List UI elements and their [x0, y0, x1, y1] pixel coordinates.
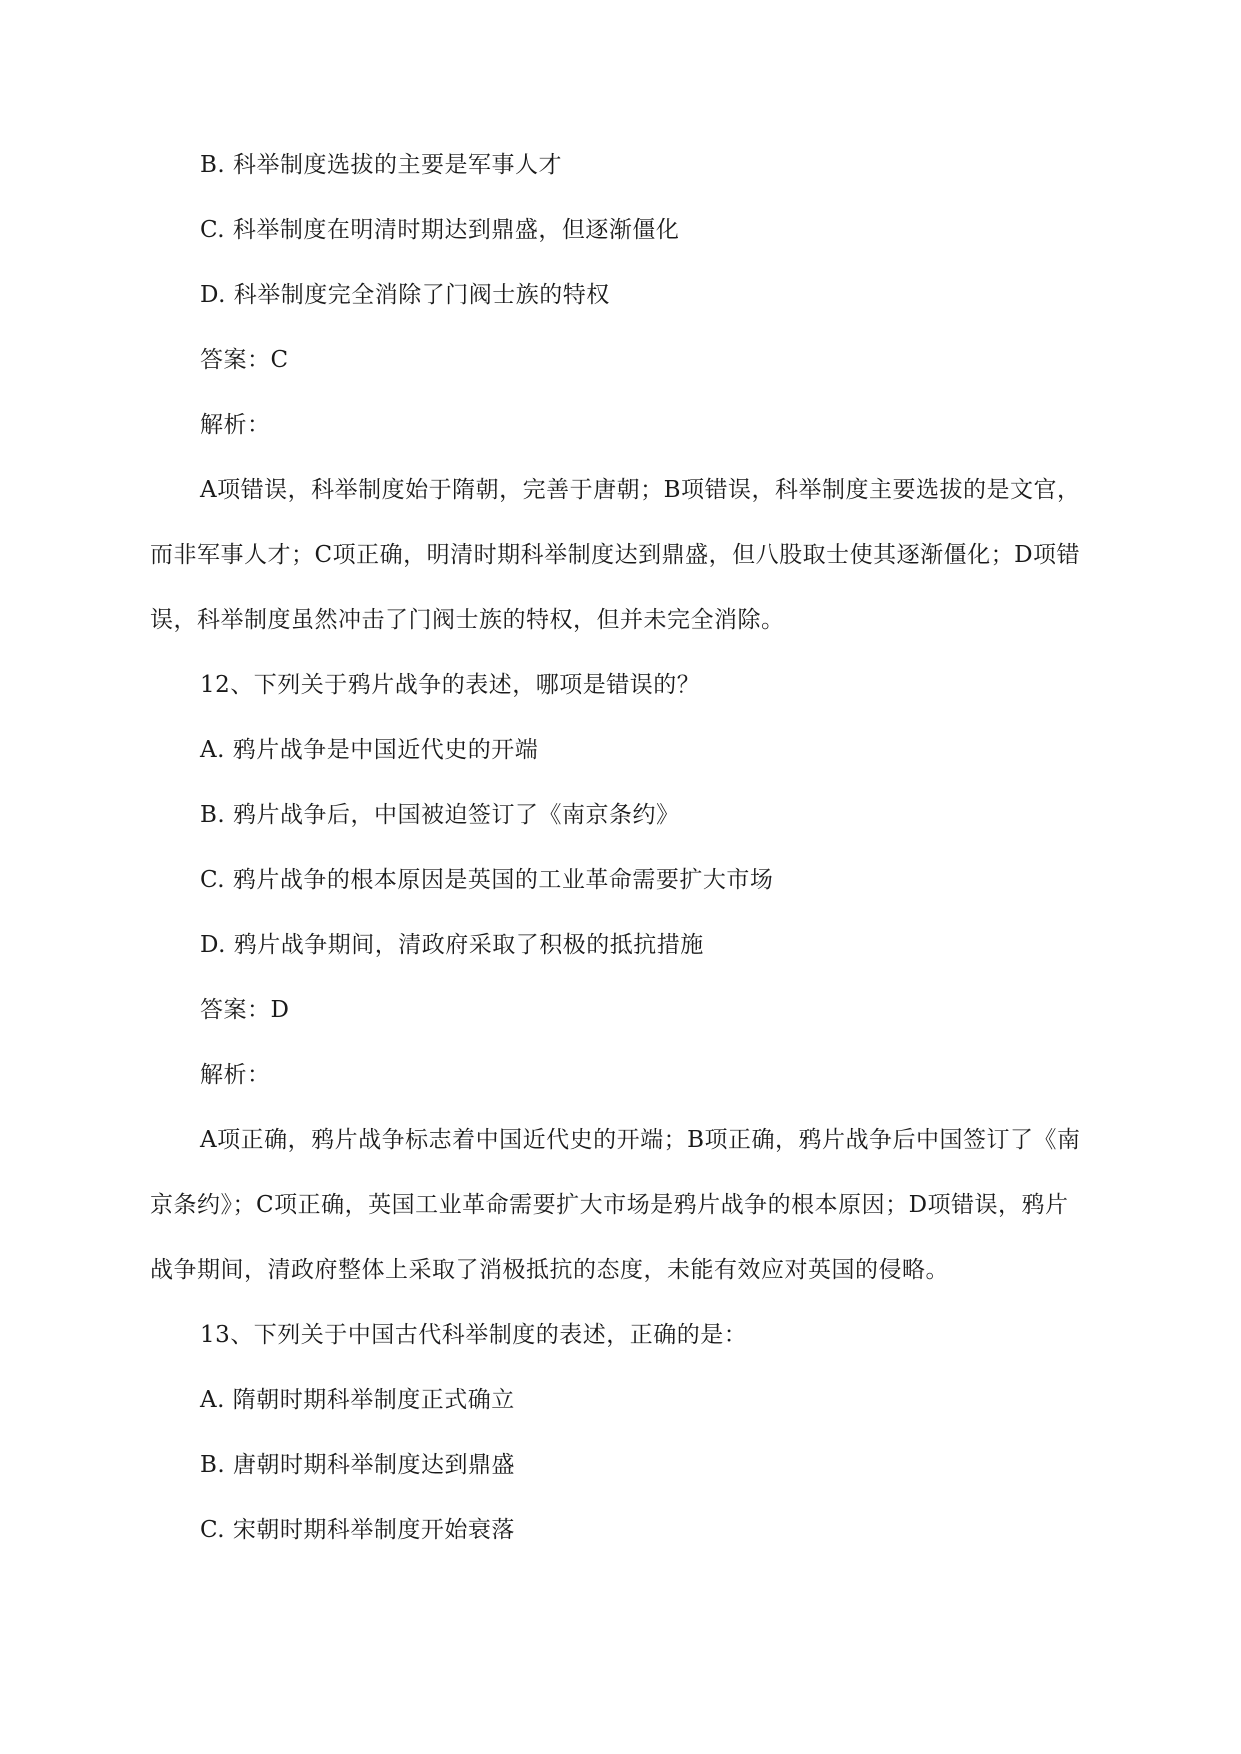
prev-analysis-label: 解析： — [200, 412, 271, 438]
q12-option-c: C. 鸦片战争的根本原因是英国的工业革命需要扩大市场 — [200, 867, 774, 893]
prev-option-d: D. 科举制度完全消除了门阀士族的特权 — [200, 282, 610, 308]
q12-option-b: B. 鸦片战争后，中国被迫签订了《南京条约》 — [200, 802, 680, 828]
q12-analysis-label: 解析： — [200, 1062, 271, 1088]
q12-option-a: A. 鸦片战争是中国近代史的开端 — [200, 737, 539, 763]
q12-analysis-text: A项正确，鸦片战争标志着中国近代史的开端；B项正确，鸦片战争后中国签订了《南京条约》；C项正确，英国工业革命需要扩大市场是鸦片战争的根本原因；D项错误，鸦片战争期间，清政府整体上采取了消极抵抗的态度，未能有效应对英国的侵略。 — [150, 1127, 1081, 1283]
q12-option-d: D. 鸦片战争期间，清政府采取了积极的抵抗措施 — [200, 932, 704, 958]
prev-answer: 答案：C — [200, 347, 289, 373]
q12-stem: 12、下列关于鸦片战争的表述，哪项是错误的？ — [200, 672, 701, 698]
prev-analysis-text: A项错误，科举制度始于隋朝，完善于唐朝；B项错误，科举制度主要选拔的是文官，而非军事人才；C项正确，明清时期科举制度达到鼎盛，但八股取士使其逐渐僵化；D项错误，科举制度虽然冲击了门阀士族的特权，但并未完全消除。 — [150, 477, 1081, 633]
q13-stem: 13、下列关于中国古代科举制度的表述，正确的是： — [200, 1322, 748, 1348]
prev-option-b: B. 科举制度选拔的主要是军事人才 — [200, 152, 563, 178]
q13-option-b: B. 唐朝时期科举制度达到鼎盛 — [200, 1452, 516, 1478]
q12-answer: 答案：D — [200, 997, 290, 1023]
q13-option-a: A. 隋朝时期科举制度正式确立 — [200, 1387, 515, 1413]
prev-option-c: C. 科举制度在明清时期达到鼎盛，但逐渐僵化 — [200, 217, 680, 243]
q13-option-c: C. 宋朝时期科举制度开始衰落 — [200, 1517, 515, 1543]
